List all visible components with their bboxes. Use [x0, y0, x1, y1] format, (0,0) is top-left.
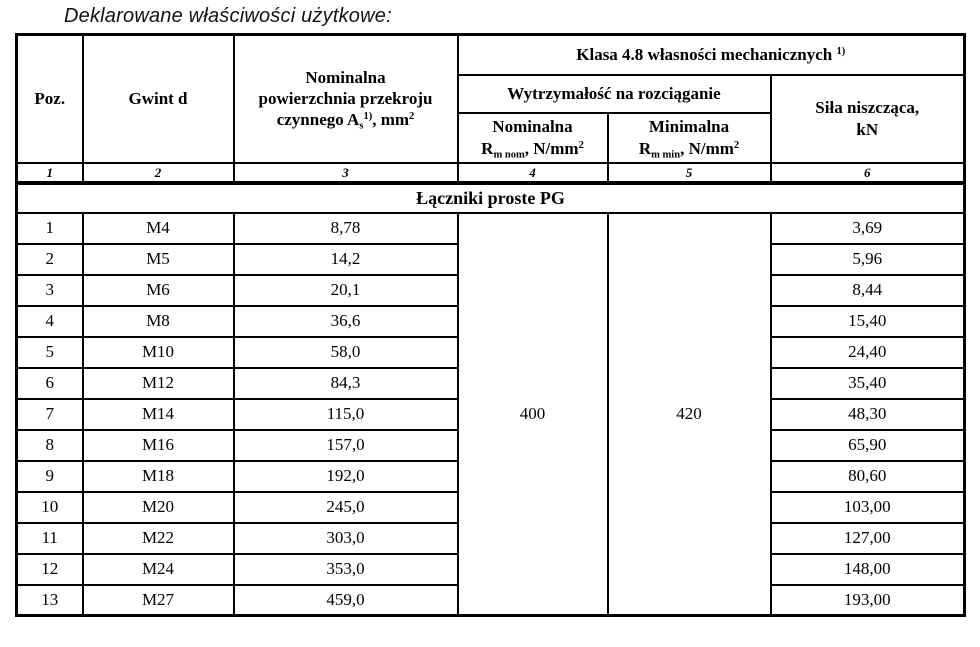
header-rm-min-unit-exp: 2 — [733, 139, 740, 151]
cell-gwint: M6 — [83, 275, 234, 306]
cell-gwint: M5 — [83, 244, 234, 275]
header-rm-min — [608, 113, 771, 163]
cell-area: 157,0 — [234, 430, 458, 461]
cell-force: 15,40 — [771, 306, 965, 337]
cell-area: 20,1 — [234, 275, 458, 306]
header-rm-min-sub: m min — [651, 149, 681, 161]
cell-force: 103,00 — [771, 492, 965, 523]
cell-area: 245,0 — [234, 492, 458, 523]
header-rm-min-symbol: R — [638, 138, 652, 158]
cell-poz: 6 — [17, 368, 83, 399]
section-row — [17, 183, 965, 213]
header-klasa — [458, 35, 965, 75]
header-area — [234, 35, 458, 163]
cell-area: 192,0 — [234, 461, 458, 492]
header-rm-nom-unit-exp: 2 — [578, 139, 584, 151]
cell-force: 8,44 — [771, 275, 965, 306]
cell-area: 115,0 — [234, 399, 458, 430]
cell-area: 58,0 — [234, 337, 458, 368]
cell-poz: 8 — [17, 430, 83, 461]
colnum-3: 3 — [234, 163, 458, 183]
cell-force: 24,40 — [771, 337, 965, 368]
cell-gwint: M14 — [83, 399, 234, 430]
cell-force: 65,90 — [771, 430, 965, 461]
cell-gwint: M10 — [83, 337, 234, 368]
page-title: Deklarowane właściwości użytkowe: — [64, 5, 392, 27]
cell-poz: 3 — [17, 275, 83, 306]
cell-gwint: M24 — [83, 554, 234, 585]
header-klasa-text: Klasa 4.8 własności mechanicznych — [576, 45, 833, 65]
cell-force: 3,69 — [771, 213, 965, 244]
cell-rm-nom-merged: 400 — [458, 213, 608, 616]
cell-force: 48,30 — [771, 399, 965, 430]
cell-poz: 12 — [17, 554, 83, 585]
header-area-line2: powierzchnia przekroju — [258, 89, 433, 109]
cell-poz: 13 — [17, 585, 83, 616]
cell-gwint: M22 — [83, 523, 234, 554]
cell-area: 84,3 — [234, 368, 458, 399]
properties-table — [15, 33, 966, 617]
cell-gwint: M20 — [83, 492, 234, 523]
cell-area: 36,6 — [234, 306, 458, 337]
cell-area: 8,78 — [234, 213, 458, 244]
colnum-6: 6 — [771, 163, 965, 183]
cell-force: 127,00 — [771, 523, 965, 554]
cell-poz: 5 — [17, 337, 83, 368]
header-sila — [771, 75, 965, 163]
cell-gwint: M18 — [83, 461, 234, 492]
column-numbers-row — [17, 163, 965, 183]
cell-force: 5,96 — [771, 244, 965, 275]
header-gwint: Gwint d — [83, 35, 234, 163]
cell-poz: 9 — [17, 461, 83, 492]
header-rm-nom-unit: , N/mm — [524, 138, 579, 158]
header-rm-nom-line1: Nominalna — [492, 117, 573, 137]
cell-gwint: M27 — [83, 585, 234, 616]
cell-gwint: M8 — [83, 306, 234, 337]
header-area-unit-exp: 2 — [409, 111, 415, 123]
cell-poz: 7 — [17, 399, 83, 430]
cell-area: 459,0 — [234, 585, 458, 616]
cell-force: 80,60 — [771, 461, 965, 492]
header-rm-nom — [458, 113, 608, 163]
cell-gwint: M4 — [83, 213, 234, 244]
cell-force: 193,00 — [771, 585, 965, 616]
header-area-footnote: 1) — [363, 111, 373, 123]
cell-poz: 4 — [17, 306, 83, 337]
header-area-line3: czynnego A — [276, 110, 360, 130]
header-wytrzymalosc: Wytrzymałość na rozciąganie — [458, 75, 771, 113]
cell-force: 35,40 — [771, 368, 965, 399]
cell-rm-min-merged: 420 — [608, 213, 771, 616]
header-poz: Poz. — [17, 35, 83, 163]
colnum-5: 5 — [608, 163, 771, 183]
cell-poz: 2 — [17, 244, 83, 275]
header-rm-min-unit: , N/mm — [680, 138, 734, 158]
table-row — [17, 213, 965, 244]
cell-poz: 11 — [17, 523, 83, 554]
section-title: Łączniki proste PG — [17, 183, 965, 213]
cell-poz: 1 — [17, 213, 83, 244]
header-area-unit: , mm — [372, 110, 410, 130]
header-rm-nom-sub: m nom — [493, 149, 525, 161]
cell-gwint: M12 — [83, 368, 234, 399]
cell-gwint: M16 — [83, 430, 234, 461]
cell-area: 14,2 — [234, 244, 458, 275]
header-area-line1: Nominalna — [305, 67, 386, 87]
header-sila-line2: kN — [856, 119, 879, 139]
cell-force: 148,00 — [771, 554, 965, 585]
header-area-sub: s — [359, 121, 364, 133]
colnum-4: 4 — [458, 163, 608, 183]
colnum-1: 1 — [17, 163, 83, 183]
cell-poz: 10 — [17, 492, 83, 523]
header-rm-min-line1: Minimalna — [648, 117, 730, 137]
header-klasa-footnote: 1) — [836, 46, 846, 58]
cell-area: 353,0 — [234, 554, 458, 585]
header-sila-line1: Siła niszcząca, — [815, 98, 920, 118]
colnum-2: 2 — [83, 163, 234, 183]
header-rm-nom-symbol: R — [481, 138, 494, 158]
cell-area: 303,0 — [234, 523, 458, 554]
